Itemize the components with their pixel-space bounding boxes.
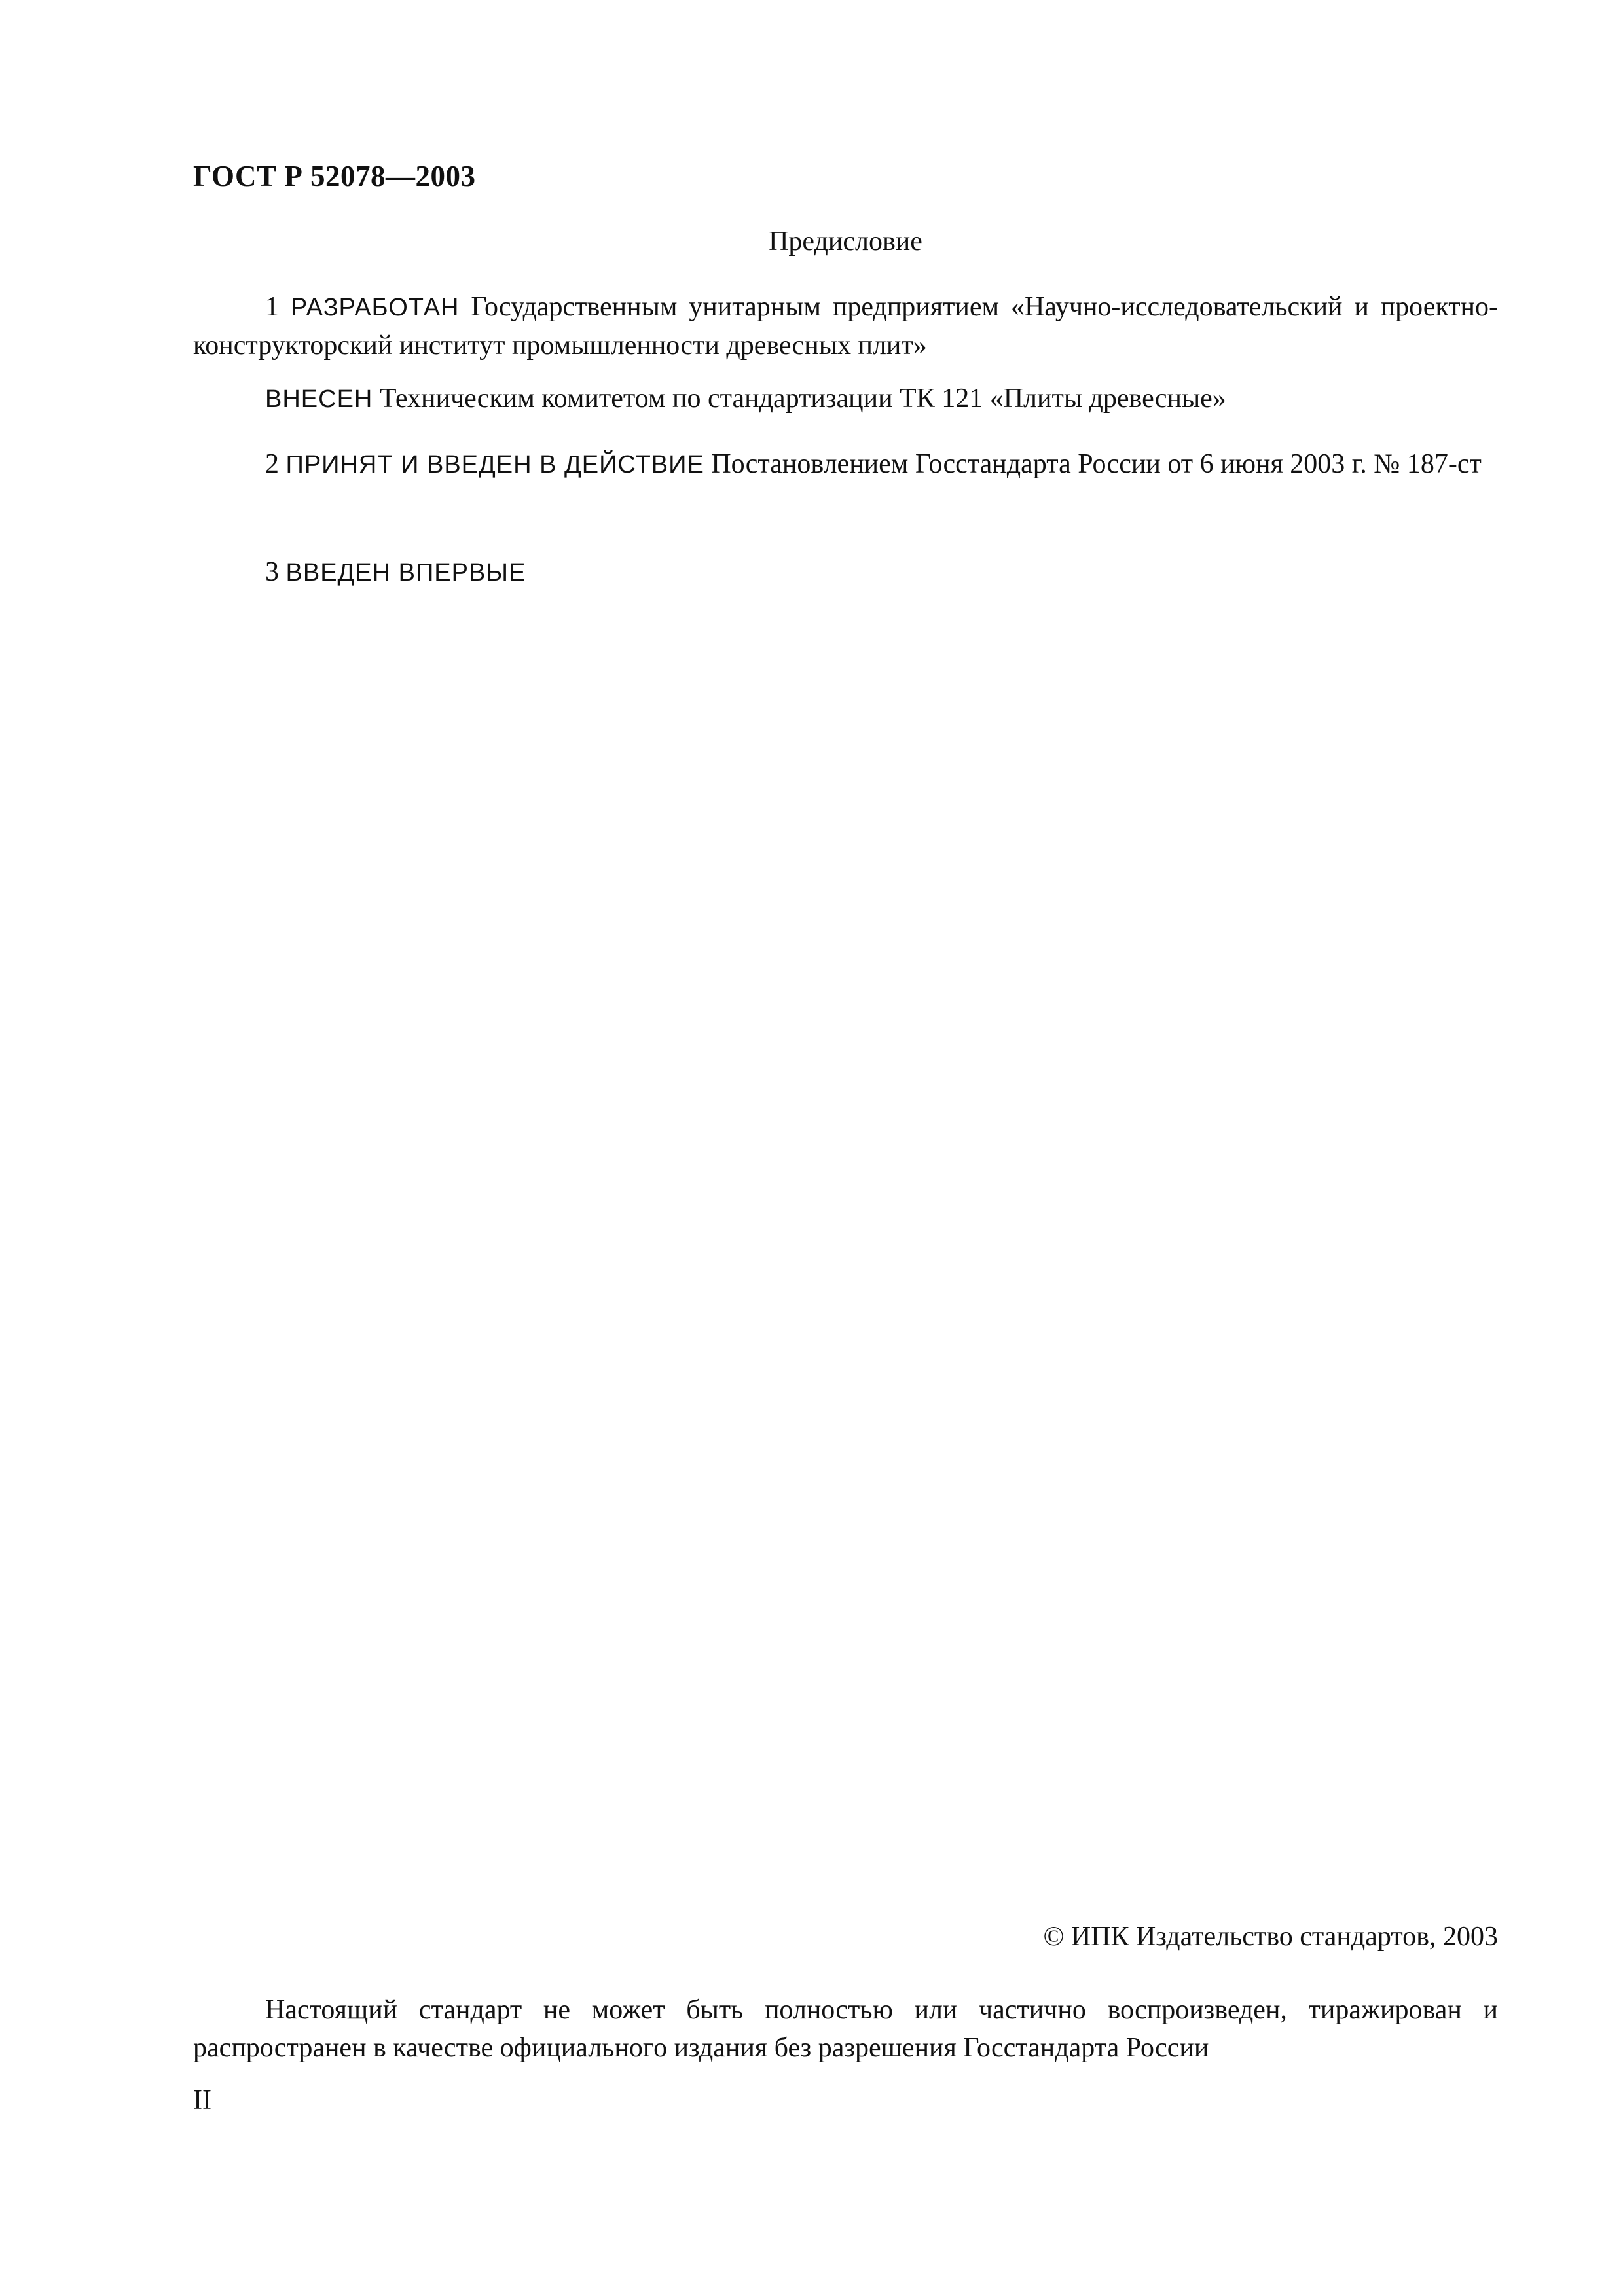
preface-item-1b — [265, 383, 1226, 414]
preface-title: Предисловие — [769, 226, 922, 257]
preface-item-3 — [265, 556, 526, 588]
preface-item-2 — [193, 445, 1498, 484]
item-3-number: 3 — [265, 557, 279, 587]
copyright-line: © ИПК Издательство стандартов, 2003 — [1043, 1922, 1498, 1952]
document-code: ГОСТ Р 52078—2003 — [193, 160, 476, 192]
item-1-number: 1 — [265, 292, 279, 322]
item-2-text: Постановлением Госстандарта России от 6 июня 2003 г. № 187-ст — [711, 449, 1482, 479]
item-1b-caps: ВНЕСЕН — [265, 386, 373, 413]
item-2-caps: ПРИНЯТ И ВВЕДЕН В ДЕЙСТВИЕ — [285, 451, 704, 478]
preface-item-1 — [193, 288, 1498, 365]
item-2-number: 2 — [265, 449, 279, 479]
item-1b-text: Техническим комитетом по стандартизации ТК 121 «Плиты древесные» — [379, 384, 1226, 414]
item-1-text: Государственным унитарным предприятием «Научно-исследовательский и проектно-конструкторский институт промышленности древесных плит» — [193, 292, 1499, 361]
reproduction-notice: Настоящий стандарт не может быть полностью или частично воспроизведен, тиражирован и распространен в качестве официального издания без разрешения Госстандарта России — [193, 1995, 1498, 2063]
item-1-caps: РАЗРАБОТАН — [290, 294, 460, 321]
item-3-caps: ВВЕДЕН ВПЕРВЫЕ — [285, 559, 526, 586]
page-number: II — [193, 2085, 211, 2115]
